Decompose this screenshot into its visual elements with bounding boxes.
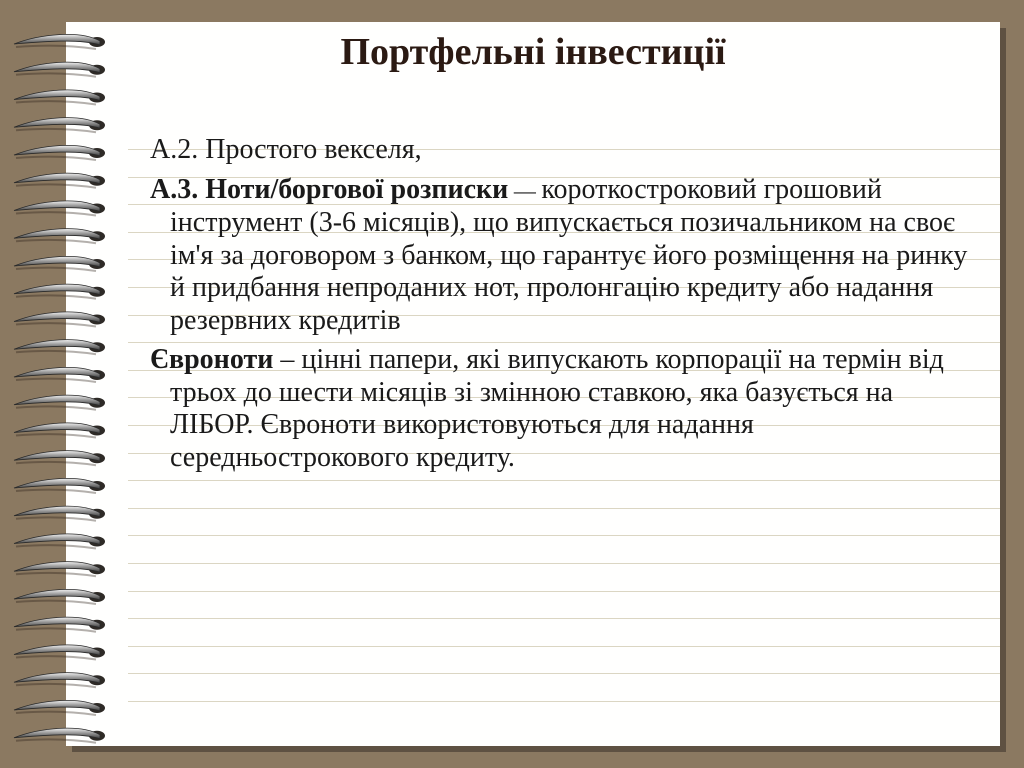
paragraph-term: Євроноти [150,344,274,375]
spiral-binding [0,0,120,768]
binding-ring [14,728,105,743]
binding-ring [14,229,105,244]
binding-ring [14,367,105,382]
binding-ring [14,118,105,133]
ruled-line [128,480,1000,481]
paragraph-separator: — [508,177,542,203]
ruled-line [128,591,1000,592]
slide-body [150,134,980,474]
binding-ring [14,395,105,410]
paragraph-separator: – [273,344,302,375]
ruled-line [128,563,1000,564]
paragraph-notes [150,174,980,338]
binding-ring [14,173,105,188]
paragraph-euronotes [150,344,980,474]
binding-ring [14,562,105,577]
binding-ring [14,451,105,466]
binding-ring [14,589,105,604]
binding-ring [14,284,105,299]
binding-ring [14,534,105,549]
paragraph-term: А.3. Ноти/боргової розписки [150,173,509,205]
paragraph-text: короткостроковий грошовий інструмент (3-6 місяців), що випускається позичальником на своє ім'я за договором з банком, що гарантує його розміщення на ринку й придбання непроданих нот, пролонгацію кредиту або надання резервних кредитів [170,173,968,336]
binding-ring [14,700,105,715]
binding-ring [14,145,105,160]
binding-ring [14,340,105,355]
ruled-line [128,535,1000,536]
paragraph-text: А.2. Простого векселя, [150,134,422,165]
binding-ring [14,506,105,521]
binding-ring [14,617,105,632]
ruled-line [128,618,1000,619]
binding-ring [14,478,105,493]
ruled-line [128,673,1000,674]
ruled-line [128,508,1000,509]
slide-title: Портфельні інвестиції [340,31,726,73]
binding-ring [14,312,105,327]
binding-ring [14,423,105,438]
binding-ring [14,90,105,105]
paragraph-promissory-note [150,134,980,167]
binding-ring [14,673,105,688]
binding-ring [14,645,105,660]
binding-ring [14,201,105,216]
ruled-line [128,701,1000,702]
ruled-line [128,646,1000,647]
binding-ring [14,256,105,271]
paragraph-text: цінні папери, які випускають корпорації на термін від трьох до шести місяців зі змінною ставкою, яка базується на ЛІБОР. Євроноти використовуються для надання середньострокового кредиту. [170,344,944,473]
